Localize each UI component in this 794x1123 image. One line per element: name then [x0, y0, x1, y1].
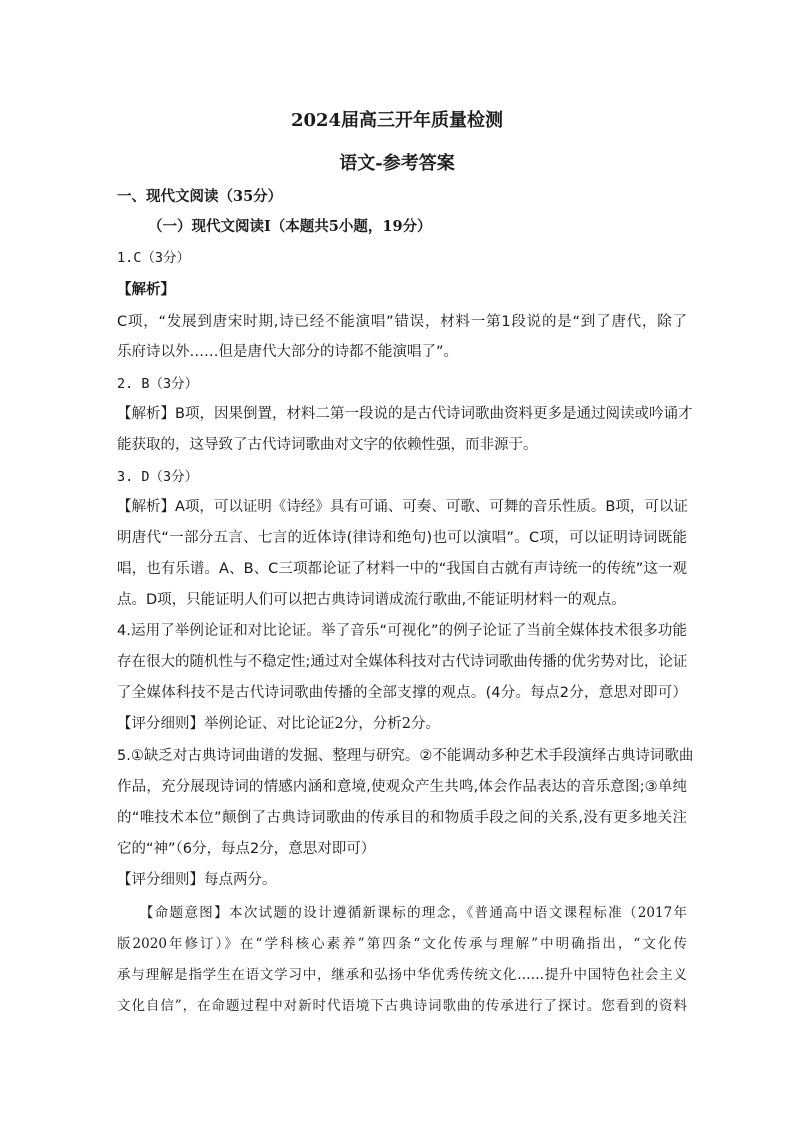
page-subtitle: 语文-参考答案	[339, 153, 455, 174]
q3-analysis-line: 明唐代“一部分五言、七言的近体诗(律诗和绝句)也可以演唱”。C项，可以证明诗词既能	[117, 530, 687, 546]
q1-analysis-line: 乐府诗以外……但是唐代大部分的诗都不能演唱了”。	[117, 344, 459, 360]
q2-answer: 2. B（3分）	[117, 376, 199, 392]
q5-rubric: 【评分细则】每点两分。	[117, 872, 277, 888]
q4-rubric: 【评分细则】举例论证、对比论证2分，分析2分。	[117, 716, 440, 732]
intent-paragraph-line: 承与理解是指学生在语文学习中，继承和弘扬中华优秀传统文化……提升中国特色社会主义	[117, 967, 687, 983]
intent-paragraph-line: 文化自信”，在命题过程中对新时代语境下古典诗词歌曲的传承进行了探讨。您看到的资料	[117, 998, 687, 1014]
q5-answer-line: 它的“神”（6分，每点2分，意思对即可）	[117, 841, 376, 857]
q2-analysis-line: 能获取的，这导致了古代诗词歌曲对文字的依赖性强，而非源于。	[117, 437, 538, 453]
q5-answer-line: 的“唯技术本位”颠倒了古典诗词歌曲的传承目的和物质手段之间的关系,没有更多地关注	[117, 810, 687, 826]
q4-answer-line: 了全媒体科技不是古代诗词歌曲传播的全部支撑的观点。(4分。每点2分，意思对即可）	[117, 685, 687, 701]
q4-answer-line: 存在很大的随机性与不稳定性;通过对全媒体科技对古代诗词歌曲传播的优劣势对比，论证	[117, 654, 688, 670]
q2-analysis-line: 【解析】B项，因果倒置，材料二第一段说的是古代诗词歌曲资料更多是通过阅读或吟诵才	[117, 406, 693, 422]
intent-paragraph-line: 【命题意图】本次试题的设计遵循新课标的理念，《普通高中语文课程标准（2017年	[117, 905, 687, 921]
q3-analysis-line: 点。D项，只能证明人们可以把古典诗词谱成流行歌曲,不能证明材料一的观点。	[117, 592, 626, 608]
q3-answer: 3. D（3分）	[117, 469, 199, 485]
q1-analysis-line: C项，“发展到唐宋时期,诗已经不能演唱”错误，材料一第1段说的是“到了唐代，除了	[117, 314, 687, 330]
q1-analysis-label: 【解析】	[117, 282, 175, 298]
q5-answer-line: 作品，充分展现诗词的情感内涵和意境,使观众产生共鸣,体会作品表达的音乐意图;③单纯	[117, 779, 687, 795]
page-title: 2024届高三开年质量检测	[290, 110, 504, 131]
q5-answer-line: 5.①缺乏对古典诗词曲谱的发掘、整理与研究。②不能调动多种艺术手段演绎古典诗词歌曲	[117, 748, 694, 764]
q4-answer-line: 4.运用了举例论证和对比论证。举了音乐“可视化”的例子论证了当前全媒体技术很多功能	[117, 623, 687, 639]
subsection-heading: （一）现代文阅读Ⅰ（本题共5小题，19分）	[148, 218, 432, 235]
section-heading: 一、现代文阅读（35分）	[117, 188, 283, 205]
intent-paragraph-line: 版2020年修订）》在“学科核心素养”第四条“文化传承与理解”中明确指出，“文化传	[117, 936, 687, 952]
q3-analysis-line: 唱，也有乐谱。A、B、C三项都论证了材料一中的“我国自古就有声诗统一的传统”这一观	[117, 561, 687, 577]
q3-analysis-line: 【解析】A项，可以证明《诗经》具有可诵、可奏、可歌、可舞的音乐性质。B项，可以证	[117, 499, 688, 515]
q1-answer: 1.C（3分）	[117, 250, 191, 266]
